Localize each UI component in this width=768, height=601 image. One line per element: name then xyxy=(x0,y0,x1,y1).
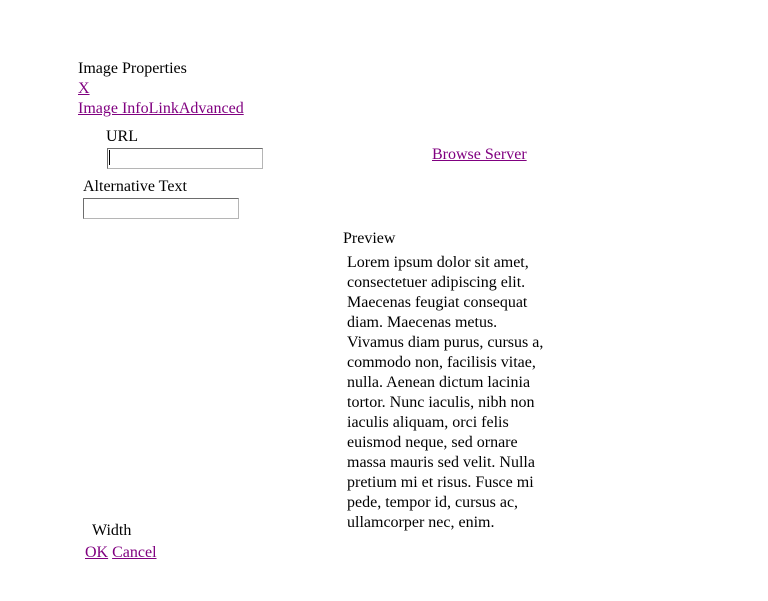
url-label: URL xyxy=(106,128,138,145)
text-caret xyxy=(109,150,110,165)
width-row xyxy=(80,519,200,535)
alt-text-label: Alternative Text xyxy=(83,178,187,195)
dialog-title: Image Properties xyxy=(78,60,187,77)
cancel-button[interactable]: Cancel xyxy=(112,544,157,561)
ok-button[interactable]: OK xyxy=(85,544,109,561)
browse-server-button[interactable]: Browse Server xyxy=(432,146,527,163)
preview-area xyxy=(347,252,552,535)
tab-bar xyxy=(78,100,244,118)
tab-image-info[interactable]: Image Info xyxy=(78,100,149,117)
url-input[interactable] xyxy=(107,148,263,169)
url-field-wrapper xyxy=(107,148,263,169)
tab-link[interactable]: Link xyxy=(148,100,179,117)
preview-label: Preview xyxy=(343,230,396,247)
close-button[interactable]: X xyxy=(78,80,90,97)
tab-advanced[interactable]: Advanced xyxy=(178,100,244,117)
alt-text-input[interactable] xyxy=(83,198,239,219)
width-label: Width xyxy=(92,522,132,535)
dialog-footer xyxy=(85,544,157,562)
preview-text: Lorem ipsum dolor sit amet, consectetuer adipiscing elit. Maecenas feugiat consequat diam. Maecenas metus. Vivamus diam purus, cursus a, commodo non, facilisis vitae, nulla. Aenean dictum lacinia tortor. Nunc iaculis, nibh non iaculis aliquam, orci felis euismod neque, sed ornare massa mauris sed velit. Nulla pretium mi et risus. Fusce mi pede, tempor id, cursus ac, ullamcorper nec, enim. xyxy=(347,254,544,531)
